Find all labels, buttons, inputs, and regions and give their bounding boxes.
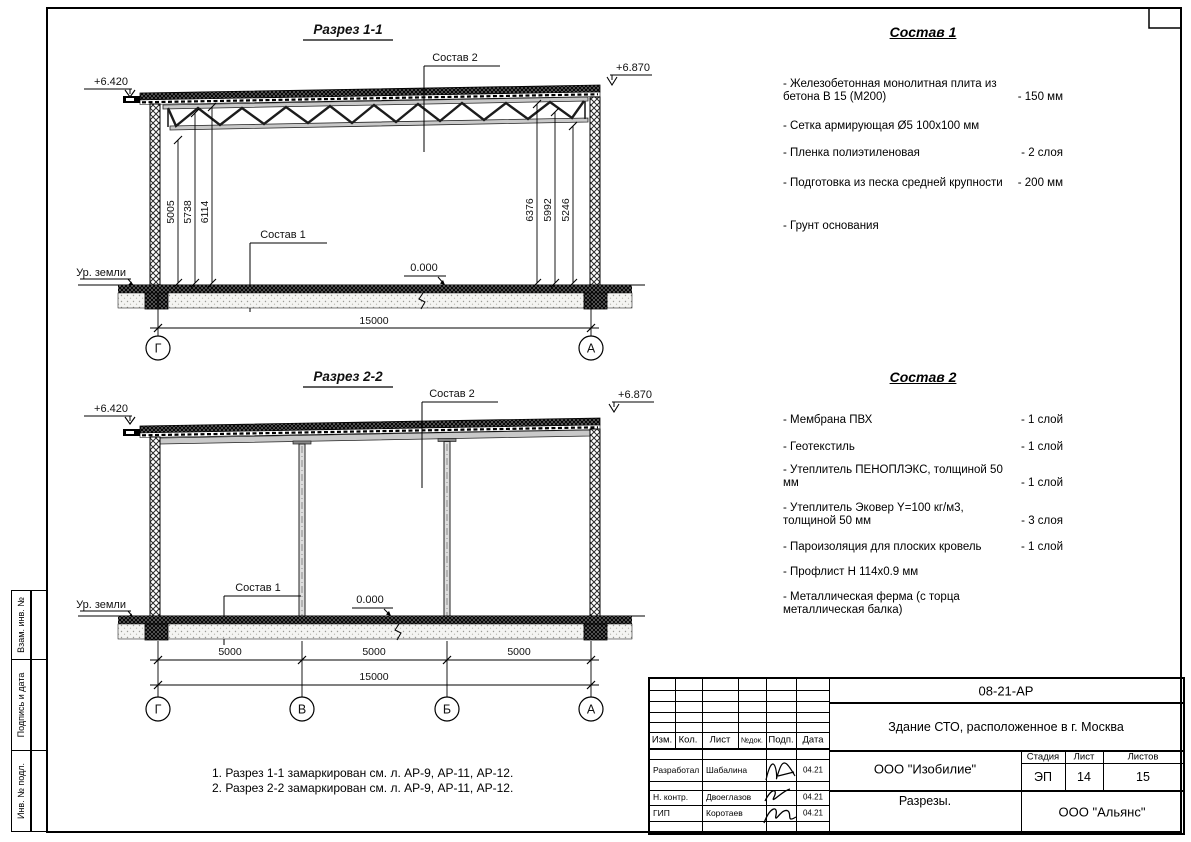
height-dimensions-right-1-1: [524, 100, 577, 287]
svg-text:Ур. земли: Ур. земли: [76, 267, 126, 279]
title-block: [648, 677, 1185, 835]
section-1-1-title: Разрез 1-1: [313, 22, 383, 37]
svg-text:Состав 2: Состав 2: [429, 388, 475, 400]
svg-text:5992: 5992: [542, 198, 554, 222]
composition-2-panel: [783, 365, 1075, 625]
side-box-podpis: [11, 659, 47, 751]
elevation-mark-left-2-2: [84, 403, 135, 424]
stamp-col-podp: Подп.: [768, 734, 794, 746]
organization-1: ООО "Изобилие": [873, 761, 977, 777]
side-box-inv: [11, 750, 47, 832]
svg-text:6114: 6114: [199, 200, 211, 224]
svg-text:5000: 5000: [218, 646, 242, 658]
list-item: - Мембрана ПВХ - 1 слой: [783, 414, 1063, 426]
sheet-content-title: Разрезы.: [898, 794, 952, 808]
composition-2-title: Состав 2: [889, 369, 957, 385]
list-item: - Профлист Н 114х0.9 мм: [783, 566, 919, 578]
section-1-1: [76, 22, 652, 360]
foundation-right: [584, 624, 607, 640]
foundation-left: [145, 293, 168, 309]
wall-left-1-1: [150, 104, 160, 285]
elevation-mark-right-2-2: [609, 389, 654, 412]
wall-right-2-2: [590, 429, 600, 616]
stamp-role: Н. контр.: [653, 792, 689, 802]
ground-level-label-1-1: [76, 267, 133, 286]
stage-value: ЭП: [1034, 770, 1052, 784]
floor-slab-1-1: [78, 285, 645, 309]
height-dimensions-left-1-1: [165, 103, 216, 287]
svg-text:+6.870: +6.870: [618, 389, 652, 401]
svg-text:5000: 5000: [507, 646, 531, 658]
wall-right-1-1: [590, 97, 600, 285]
sheet-number: 14: [1077, 770, 1091, 784]
svg-text:+6.870: +6.870: [616, 62, 650, 74]
list-item: - Грунт основания: [783, 220, 879, 232]
svg-text:6376: 6376: [524, 198, 536, 222]
elevation-mark-right-1-1: [607, 62, 652, 85]
axis-bubbles-1-1: [146, 336, 603, 360]
list-item: - Утеплитель Эковер Y=100 кг/м3, толщиной 50 мм - 3 слоя: [783, 502, 1063, 527]
project-title: Здание СТО, расположенное в г. Москва: [888, 720, 1124, 734]
list-item: - Утеплитель ПЕНОПЛЭКС, толщиной 50 мм - 1 слой: [783, 464, 1063, 489]
stamp-role: ГИП: [653, 808, 670, 818]
svg-text:А: А: [586, 702, 596, 717]
svg-text:+6.420: +6.420: [94, 76, 128, 88]
ground-level-label-2-2: [76, 599, 133, 618]
svg-text:Б: Б: [442, 702, 452, 717]
composition-1-title: Состав 1: [889, 24, 957, 40]
foundation-right: [584, 293, 607, 309]
list-item: - Сетка армирующая Ø5 100х100 мм: [783, 120, 980, 132]
svg-text:Состав 1: Состав 1: [260, 229, 306, 241]
svg-text:15000: 15000: [359, 671, 389, 683]
svg-text:Г: Г: [154, 702, 162, 717]
svg-text:+6.420: +6.420: [94, 403, 128, 415]
svg-text:5738: 5738: [182, 200, 194, 224]
notes: [212, 766, 513, 796]
stamp-col-doc: №док.: [741, 735, 763, 745]
sheets-total: 15: [1136, 770, 1150, 784]
stamp-role: Разработал: [653, 765, 700, 775]
side-box-label: Подпись и дата: [16, 672, 26, 738]
side-box-label: Инв. № подл.: [16, 762, 26, 820]
foundation-left: [145, 624, 168, 640]
section-2-2: [76, 369, 654, 721]
zero-level-mark-2-2: [352, 594, 393, 616]
svg-text:Ур. земли: Ур. земли: [76, 599, 126, 611]
note-line: 1. Разрез 1-1 замаркирован см. л. АР-9, АР-11, АР-12.: [212, 766, 514, 780]
list-item: - Пароизоляция для плоских кровель - 1 слой: [783, 541, 1063, 553]
svg-text:Г: Г: [154, 341, 162, 356]
signature: [762, 783, 800, 829]
side-box-vzam: [11, 590, 47, 660]
svg-text:5005: 5005: [165, 200, 177, 224]
stamp-col-izm: Изм.: [651, 734, 673, 746]
list-item: - Железобетонная монолитная плита из бетона В 15 (М200) - 150 мм: [783, 78, 1063, 103]
organization-2: ООО "Альянс": [1058, 804, 1146, 820]
stamp-person: Коротаев: [706, 808, 743, 818]
zero-level-mark-1-1: [404, 262, 446, 285]
sheets-label: Листов: [1127, 751, 1159, 763]
svg-text:0.000: 0.000: [356, 594, 384, 606]
stamp-col-list: Лист: [709, 734, 731, 746]
stamp-person: Двоеглазов: [706, 792, 752, 802]
floor-slab-2-2: [78, 616, 645, 640]
svg-text:В: В: [297, 702, 307, 717]
svg-text:А: А: [586, 341, 596, 356]
elevation-mark-left-1-1: [84, 76, 135, 97]
span-dimensions-2-2: [150, 641, 599, 697]
svg-text:5246: 5246: [560, 198, 572, 222]
note-line: 2. Разрез 2-2 замаркирован см. л. АР-9, АР-11, АР-12.: [212, 781, 514, 795]
list-item: - Металлическая ферма (с торца металлическая балка): [783, 591, 960, 616]
stamp-date: 04.21: [802, 808, 824, 818]
list-item: - Геотекстиль - 1 слой: [783, 441, 1063, 453]
stamp-col-data: Дата: [802, 734, 824, 746]
document-code: 08-21-АР: [978, 683, 1034, 699]
svg-text:15000: 15000: [359, 315, 389, 327]
corner-code-box: [1149, 8, 1181, 28]
sheet-label: Лист: [1073, 751, 1095, 763]
column-axis-v: [293, 441, 311, 616]
side-box-label: Взам. инв. №: [16, 597, 26, 653]
list-item: - Пленка полиэтиленовая - 2 слоя: [783, 147, 1063, 159]
list-item: - Подготовка из песка средней крупности - 200 мм: [783, 177, 1063, 189]
signature: [764, 756, 798, 786]
column-axis-b: [438, 439, 456, 617]
roof-slab-2-2: [123, 418, 600, 444]
svg-text:5000: 5000: [362, 646, 386, 658]
stamp-person: Шабалина: [706, 765, 748, 775]
axis-bubbles-2-2: [146, 697, 603, 721]
wall-left-2-2: [150, 437, 160, 616]
stamp-col-kol: Кол.: [678, 734, 698, 746]
section-2-2-title: Разрез 2-2: [313, 369, 383, 384]
svg-text:Состав 1: Состав 1: [235, 582, 281, 594]
stamp-date: 04.21: [802, 792, 824, 802]
svg-text:0.000: 0.000: [410, 262, 438, 274]
stamp-date: 04.21: [802, 765, 824, 775]
svg-text:Состав 2: Состав 2: [432, 52, 478, 64]
stage-label: Стадия: [1026, 751, 1060, 763]
composition-1-panel: [783, 18, 1075, 248]
